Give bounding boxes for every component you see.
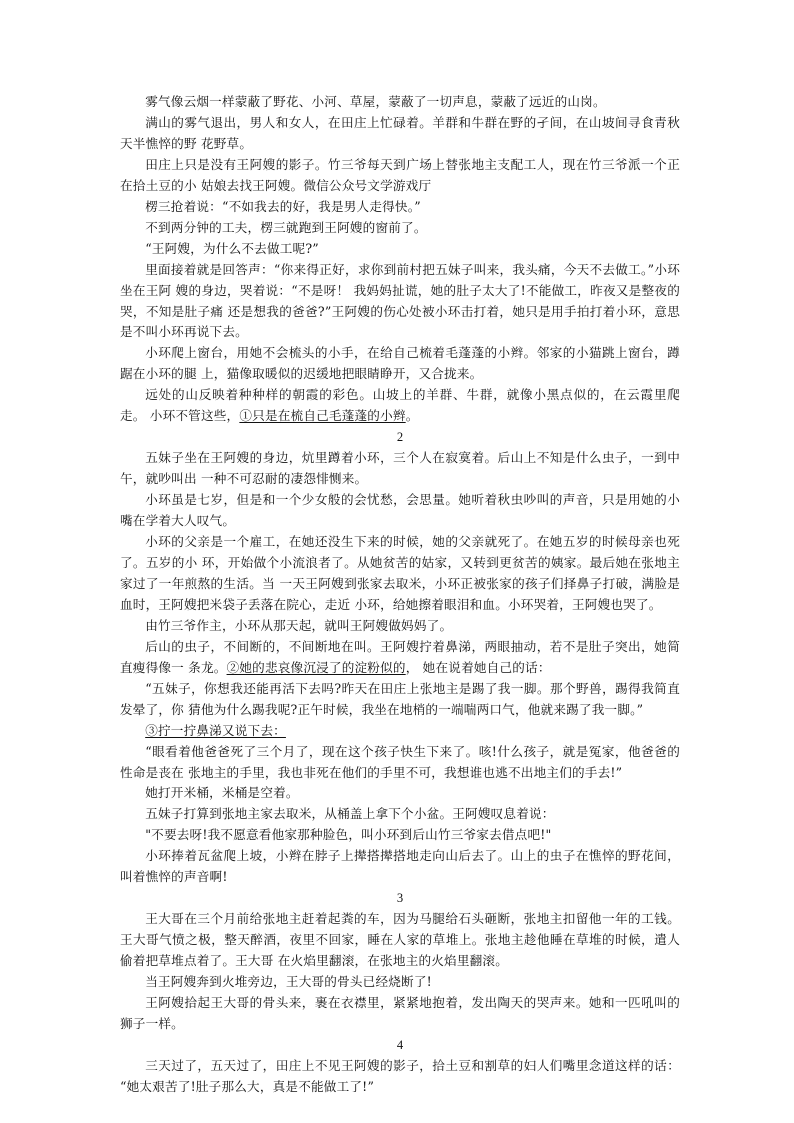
paragraph bbox=[120, 92, 680, 113]
text-run: 小环的父亲是一个雇工，在她还没生下来的时候，她的父亲就死了。在她五岁的时候母亲也死了。五岁的小 环，开始做个小流浪者了。从她贫苦的姑家，又转到更贫苦的姨家。最后她在张地主家过了一年煎熬的生活。当 一天王阿嫂到张家去取米，小环正被张家的孩子们择鼻子打破，满脸是血时，王阿嫂把米袋子丢落在院心，走近 小环，给她擦着眼泪和血。小环哭着，王阿嫂也哭了。 bbox=[120, 534, 680, 612]
text-run: 当王阿嫂奔到火堆旁边，王大哥的骨头已经烧断了! bbox=[145, 974, 432, 990]
paragraph bbox=[120, 532, 680, 616]
paragraph bbox=[120, 909, 680, 972]
text-run: 田庄上只是没有王阿嫂的影子。竹三爷每天到广场上替张地主支配工人，现在竹三爷派一个正在拾土豆的小 姑娘去找王阿嫂。微信公众号文学游戏厅 bbox=[120, 156, 680, 193]
text-run: "不要去呀!我不愿意看他家那种脸色，叫小环到后山竹三爷家去借点吧!" bbox=[145, 827, 552, 843]
paragraph bbox=[120, 804, 680, 825]
text-run: 小环虽是七岁，但是和一个少女般的会忧愁，会思量。她听着秋虫吵叫的声音，只是用她的小嘴在学着大人叹气。 bbox=[120, 492, 680, 529]
paragraph bbox=[120, 197, 680, 218]
text-run: ， 她在说着她自己的话： bbox=[405, 659, 551, 675]
paragraph bbox=[120, 825, 680, 846]
section-number: 2 bbox=[396, 430, 404, 445]
text-run: 王阿嫂拾起王大哥的骨头来，裹在衣襟里，紧紧地抱着，发出陶天的哭声来。她和一匹吼叫的狮子一样。 bbox=[120, 994, 680, 1031]
text-run: 五妹子打算到张地主家去取米，从桶盖上拿下个小盆。王阿嫂叹息着说： bbox=[145, 806, 555, 822]
paragraph bbox=[120, 448, 680, 490]
text-run: 楞三抢着说：“不如我去的好，我是男人走得快。” bbox=[145, 198, 421, 214]
paragraph bbox=[120, 993, 680, 1035]
text-run: 远处的山反映着种种样的朝霞的彩色。山坡上的羊群、牛群，就像小黑点似的，在云霞里爬走。 小环不管这些， bbox=[120, 387, 680, 424]
document-page bbox=[120, 92, 680, 1098]
paragraph bbox=[120, 343, 680, 385]
paragraph bbox=[120, 637, 680, 679]
text-run: 王大哥在三个月前给张地主赶着起粪的车，因为马腿给石头砸断，张地主扣留他一年的工钱。王大哥气愤之极，整天醉酒，夜里不回家，睡在人家的草堆上。张地主趁他睡在草堆的时候，遣人偷着把草堆点着了。王大哥 在火焰里翻滚，在张地主的火焰里翻滚。 bbox=[120, 911, 680, 969]
paragraph bbox=[120, 260, 680, 344]
text-run: 后山的虫子，不间断的，不间断地在叫。王阿嫂拧着鼻涕，两眼抽动，若不是肚子突出，她简直瘦得像一 条龙。 bbox=[120, 638, 680, 675]
text-run: 雾气像云烟一样蒙蔽了野花、小河、草屋，蒙蔽了一切声息，蒙蔽了远近的山岗。 bbox=[145, 94, 606, 109]
paragraph bbox=[120, 783, 680, 804]
underlined-passage: ①只是在梳自己毛蓬蓬的小辫 bbox=[239, 408, 406, 424]
paragraph bbox=[120, 721, 680, 742]
paragraph bbox=[120, 1056, 680, 1098]
paragraph bbox=[120, 616, 680, 637]
underlined-passage: ③拧一拧鼻涕又说下去： bbox=[145, 722, 286, 738]
text-run: 三天过了，五天过了，田庄上不见王阿嫂的影子，拾土豆和割草的妇人们嘴里念道这样的话： “她太艰苦了!肚子那么大，真是不能做工了!” bbox=[120, 1057, 680, 1094]
text-run: 由竹三爷作主，小环从那天起，就叫王阿嫂做妈妈了。 bbox=[145, 617, 453, 633]
paragraph bbox=[120, 742, 680, 784]
underlined-passage: ②她的悲哀像沉浸了的淀粉似的 bbox=[226, 659, 406, 675]
text-run: 里面接着就是回答声：“你来得正好，求你到前村把五妹子叫来，我头痛，今天不去做工。”小环坐在王阿 嫂的身边，哭着说：“不是呀！ 我妈妈扯谎，她的肚子太大了!不能做工，昨夜又是整夜的哭，不知是肚子痛 还是想我的爸爸?”王阿嫂的伤心处被小环击打着，她只是用手拍打着小环，意思是不叫小环再说下去。 bbox=[120, 261, 680, 340]
section-number: 4 bbox=[396, 1037, 404, 1052]
paragraph bbox=[120, 385, 680, 427]
paragraph bbox=[120, 679, 680, 721]
text-run: 。 bbox=[405, 408, 419, 424]
text-run: 她打开米桶，米桶是空着。 bbox=[145, 785, 299, 801]
text-run: “王阿嫂，为什么不去做工呢?” bbox=[145, 240, 319, 256]
paragraph bbox=[120, 218, 680, 239]
text-run: “五妹子，你想我还能再活下去吗?昨天在田庄上张地主是踢了我一脚。那个野兽，踢得我简直发晕了，你 猜他为什么踢我呢?正午时候，我坐在地梢的一端喘两口气，他就来踢了我一脚。” bbox=[120, 680, 680, 717]
text-run: 满山的雾气退出，男人和女人，在田庄上忙碌着。羊群和牛群在野的孑间，在山坡间寻食青秋天半憔悴的野 花野草。 bbox=[120, 114, 680, 151]
text-run: 不到两分钟的工夫，楞三就跑到王阿嫂的窗前了。 bbox=[145, 219, 427, 235]
text-run: 小环捧着瓦盆爬上坡，小辫在脖子上撵搭撵搭地走向山后去了。山上的虫子在憔悴的野花间，叫着憔悴的声音啊! bbox=[120, 848, 680, 885]
paragraph bbox=[120, 113, 680, 155]
paragraph bbox=[120, 846, 680, 888]
text-run: 五妹子坐在王阿嫂的身边，炕里蹲着小环，三个人在寂寞着。后山上不知是什么虫子，一到中午，就吵叫出 一种不可忍耐的凄怨悱恻来。 bbox=[120, 450, 680, 487]
paragraph bbox=[120, 972, 680, 993]
paragraph bbox=[120, 490, 680, 532]
text-run: “眼看着他爸爸死了三个月了，现在这个孩子快生下来了。咳!什么孩子，就是冤家，他爸爸的性命是丧在 张地主的手里，我也非死在他们的手里不可，我想谁也逃不出地主们的手去!” bbox=[120, 743, 680, 780]
text-run: 小环爬上窗台，用她不会梳头的小手，在给自己梳着毛蓬蓬的小辫。邻家的小猫跳上窗台，蹲踞在小环的腿 上，猫像取暖似的迟缓地把眼睛睁开，又合拢来。 bbox=[120, 345, 680, 382]
section-number: 3 bbox=[396, 891, 404, 906]
paragraph bbox=[120, 239, 680, 260]
paragraph bbox=[120, 155, 680, 197]
